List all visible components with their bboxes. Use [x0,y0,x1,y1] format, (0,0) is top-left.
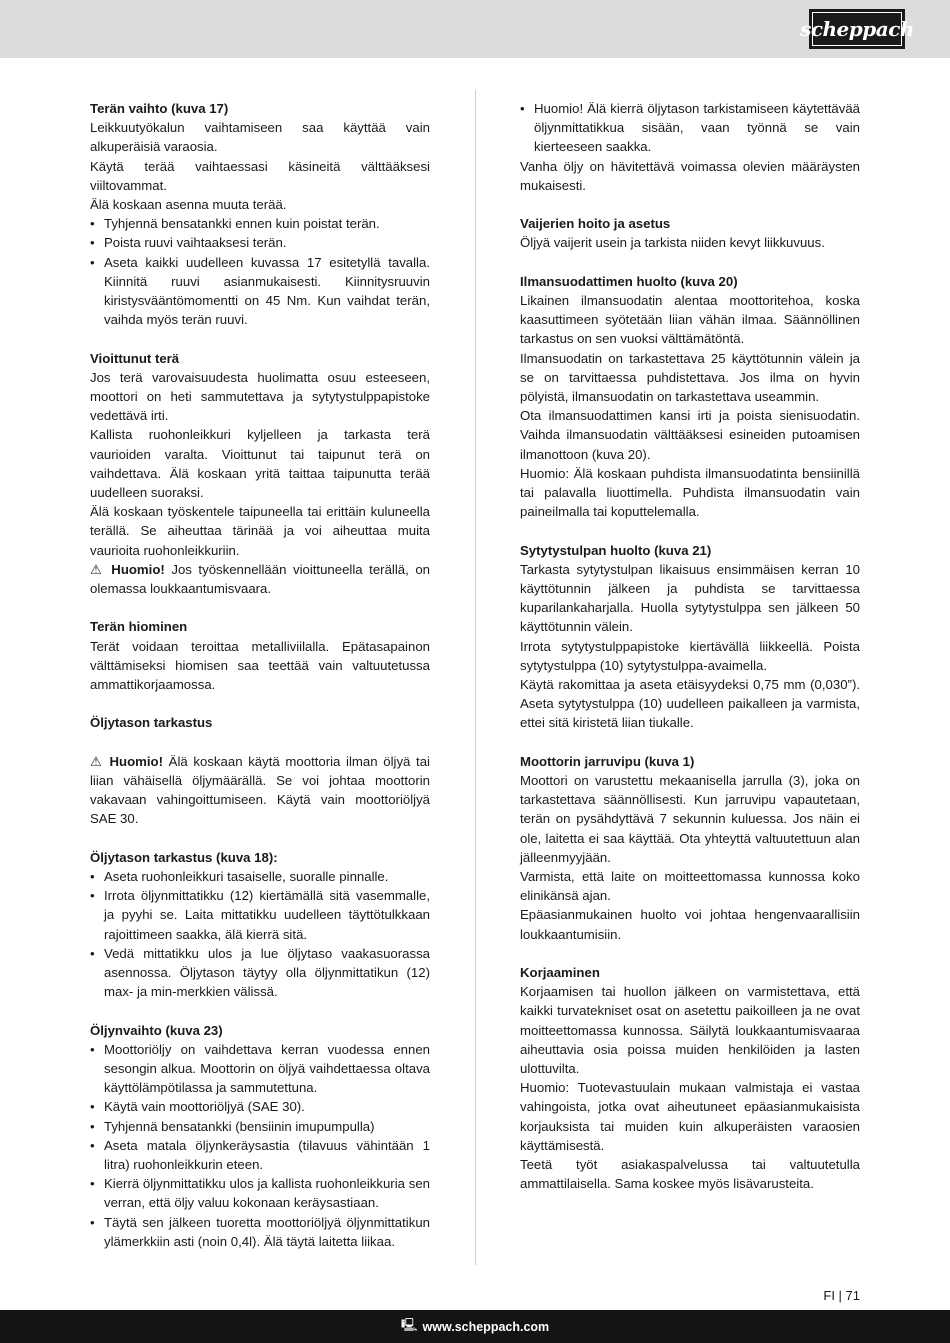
spacer [520,521,860,540]
warning-label: Huomio! [109,753,163,769]
section-heading: Ilmansuodattimen huolto (kuva 20) [520,273,738,289]
paragraph: Kallista ruohonleikkuri kyljelleen ja tarkasta terä vaurioiden varalta. Vioittunut tai taipunut terä on vaihdettava. Älä koskaan yritä taittaa taipunutta terää uudelleen suoraksi. [90,427,430,501]
page-header [0,0,950,58]
paragraph: Korjaamisen tai huollon jälkeen on varmistettava, että kaikki turvatekniset osat on asetettu paikoilleen ja ne ovat moitteettomassa kunnossa. Säilytä loukkaantumisvaaraa aiheuttavia osia poissa muiden henkilöiden ja lasten ulottuvilta. [520,984,860,1077]
spacer [90,1001,430,1020]
list-item: • Irrota öljynmittatikku (12) kiertämällä sitä vasemmalle, ja pyyhi se. Laita mittatikku uudelleen täyttötulkkaan rajoittimeen saakka, älä kierrä sitä. [90,886,430,944]
warning-paragraph: ⚠ Huomio! Älä koskaan käytä moottoria ilman öljyä tai liian vähäisellä öljymäärällä. Se voi johtaa moottorin vakavaan vahingoittumiseen. Käytä vain moottoriöljyä SAE 30. [90,753,430,827]
page-footer [0,1310,950,1343]
section-heading: Vaijerien hoito ja asetus [520,216,671,232]
list-item: • Käytä vain moottoriöljyä (SAE 30). [90,1097,430,1116]
left-column [90,99,430,1251]
section-heading: Terän vaihto (kuva 17) [90,101,229,116]
paragraph: Tarkasta sytytystulpan likaisuus ensimmäisen kerran 10 käyttötunnin jälkeen ja puhdista se tarvittaessa kuparilankaharjalla. Huolla sytytystulppa sen jälkeen 50 käyttötunnin välein. [520,561,860,635]
spacer [520,195,860,214]
paragraph: Varmista, että laite on moitteettomassa kunnossa koko elinikänsä ajan. [520,869,860,904]
paragraph: Ota ilmansuodattimen kansi irti ja poista sienisuodatin. Vaihda ilmansuodatin välttääksesi esineiden putoamisen ilmanottoon (kuva 20). [520,408,860,462]
paragraph: Terät voidaan teroittaa metalliviilalla. Epätasapainon välttämiseksi hiomisen saa teettää vain valtuutetussa ammattikorjaamossa. [90,638,430,693]
spacer [90,598,430,617]
section-heading: Terän hiominen [90,619,188,635]
bullet-list [520,99,860,157]
list-item: • Aseta kaikki uudelleen kuvassa 17 esitetyllä tavalla. Kiinnitä ruuvi asianmukaisesti. Kiinnitysruuvin kiristysvääntömomentti on 45 Nm. Kun vaihdat terän, vaihda myös terän ruuvi. [90,253,430,330]
paragraph: Moottori on varustettu mekaanisella jarrulla (3), joka on tarkastettava säännöllisesti. Kun jarruvipu vapautetaan, terän on pysähdyttävä 7 sekunnin kuluessa. Jos näin ei ole, laitetta ei saa käyttää. Ota yhteyttä valtuutettuun alan jälleenmyyjään. [520,773,860,865]
spacer [90,733,430,752]
list-item: • Tyhjennä bensatankki ennen kuin poistat terän. [90,214,430,233]
section-heading: Öljytason tarkastus (kuva 18): [90,849,278,865]
list-item: • Täytä sen jälkeen tuoretta moottoriöljyä öljynmittatikun ylämerkkiin asti (noin 0,4l). Älä täytä laitetta liikaa. [90,1213,430,1251]
warning-paragraph: ⚠ Huomio! Jos työskennellään vioittuneella terällä, on olemassa loukkaantumisvaara. [90,561,430,597]
section-heading: Sytytystulpan huolto (kuva 21) [520,542,712,558]
bullet-list [90,867,430,1001]
page-number: FI | 71 [823,1288,860,1303]
paragraph: Käytä terää vaihtaessasi käsineitä välttääksesi viiltovammat. [90,158,430,193]
paragraph: Älä koskaan työskentele taipuneella tai erittäin kuluneella terällä. Se aiheuttaa tärinää ja voi aiheuttaa muita vaurioita ruohonleikkuriin. [90,504,430,558]
list-item: • Aseta ruohonleikkuri tasaiselle, suoralle pinnalle. [90,867,430,886]
list-item: • Tyhjennä bensatankki (bensiinin imupumpulla) [90,1117,430,1136]
section-heading: Öljytason tarkastus [90,715,213,731]
paragraph: Käytä rakomittaa ja aseta etäisyydeksi 0,75 mm (0,030”). Aseta sytytystulppa (10) uudelleen paikalleen ja varmista, ettei sitä kiristetä liian tiukalle. [520,677,860,731]
list-item: • Moottoriöljy on vaihdettava kerran vuodessa ennen sesongin alkua. Moottorin on öljyä vaihdettaessa oltava käyttölämpötilassa ja sammutettuna. [90,1040,430,1098]
warning-triangle-icon: ⚠ [90,753,110,769]
scheppach-logo [800,9,914,49]
spacer [520,944,860,963]
warning-label: Huomio! [111,561,165,577]
spacer [90,694,430,713]
warning-triangle-icon: ⚠ [90,561,112,577]
paragraph: Jos terä varovaisuudesta huolimatta osuu esteeseen, moottori on heti sammutettava ja sytytystulppapistoke vedettävä irti. [90,369,430,424]
section-heading: Moottorin jarruvipu (kuva 1) [520,753,695,769]
list-item: • Aseta matala öljynkeräysastia (tilavuus vähintään 1 litra) ruohonleikkurin eteen. [90,1136,430,1174]
paragraph: Vanha öljy on hävitettävä voimassa olevien määräysten mukaisesti. [520,158,860,193]
list-item: • Poista ruuvi vaihtaaksesi terän. [90,233,430,252]
paragraph: Öljyä vaijerit usein ja tarkista niiden kevyt liikkuvuus. [520,235,825,251]
web-icon: 🖳 [400,1318,418,1332]
paragraph: Huomio: Älä koskaan puhdista ilmansuodatinta bensiinillä tai palavalla liuottimella. Puhdista ilmansuodatin vain paineilmalla tai koputtelemalla. [520,465,860,520]
footer-url: www.scheppach.com [422,1319,550,1334]
spacer [520,253,860,272]
bullet-list [90,1040,430,1251]
paragraph: Epäasianmukainen huolto voi johtaa hengenvaarallisiin loukkaantumisiin. [520,907,860,942]
section-heading: Vioittunut terä [90,350,180,366]
spacer [520,733,860,752]
list-item: • Vedä mittatikku ulos ja lue öljytaso vaakasuorassa asennossa. Öljytason täytyy olla öljynmittatikun (12) max- ja min-merkkien välissä. [90,944,430,1002]
paragraph: Ilmansuodatin on tarkastettava 25 käyttötunnin välein ja se on tarvittaessa puhdistettava. Jos ilma on hyvin pölyistä, ilmansuodatin on tarkastettava useammin. [520,350,860,405]
list-item: • Huomio! Älä kierrä öljytason tarkistamiseen käytettävää öljynmittatikkua sisään, vaan työnnä se vain kierteeseen saakka. [520,99,860,157]
right-column [520,99,860,1194]
spacer [90,829,430,848]
paragraph: Irrota sytytystulppapistoke kiertävällä liikkeellä. Poista sytytystulppa (10) sytytystulppa-avaimella. [520,638,860,673]
brand-name: scheppach [800,17,914,41]
list-item: • Kierrä öljynmittatikku ulos ja kallista ruohonleikkuria sen verran, että öljy valuu kokonaan keräysastiaan. [90,1174,430,1212]
spacer [90,329,430,348]
paragraph: Leikkuutyökalun vaihtamiseen saa käyttää vain alkuperäisiä varaosia. [90,120,430,155]
section-heading: Öljynvaihto (kuva 23) [90,1022,223,1038]
section-heading: Korjaaminen [520,965,600,981]
column-divider [475,90,476,1265]
paragraph: Likainen ilmansuodatin alentaa moottoritehoa, koska kaasuttimeen syötetään liian vähän ilmaa. Säännöllinen tarkastus on sen vuoksi välttämätöntä. [520,293,860,347]
paragraph: Huomio: Tuotevastuulain mukaan valmistaja ei vastaa vahingoista, jotka ovat aiheutuneet epäasianmukaisista korjauksista tai muiden kuin alkuperäisten varaosien käyttämisestä. [520,1080,860,1153]
bullet-list [90,214,430,329]
paragraph: Älä koskaan asenna muuta terää. [90,197,287,213]
paragraph: Teetä työt asiakaspalvelussa tai valtuutetulla ammattilaisella. Sama koskee myös lisävarusteita. [520,1157,860,1192]
